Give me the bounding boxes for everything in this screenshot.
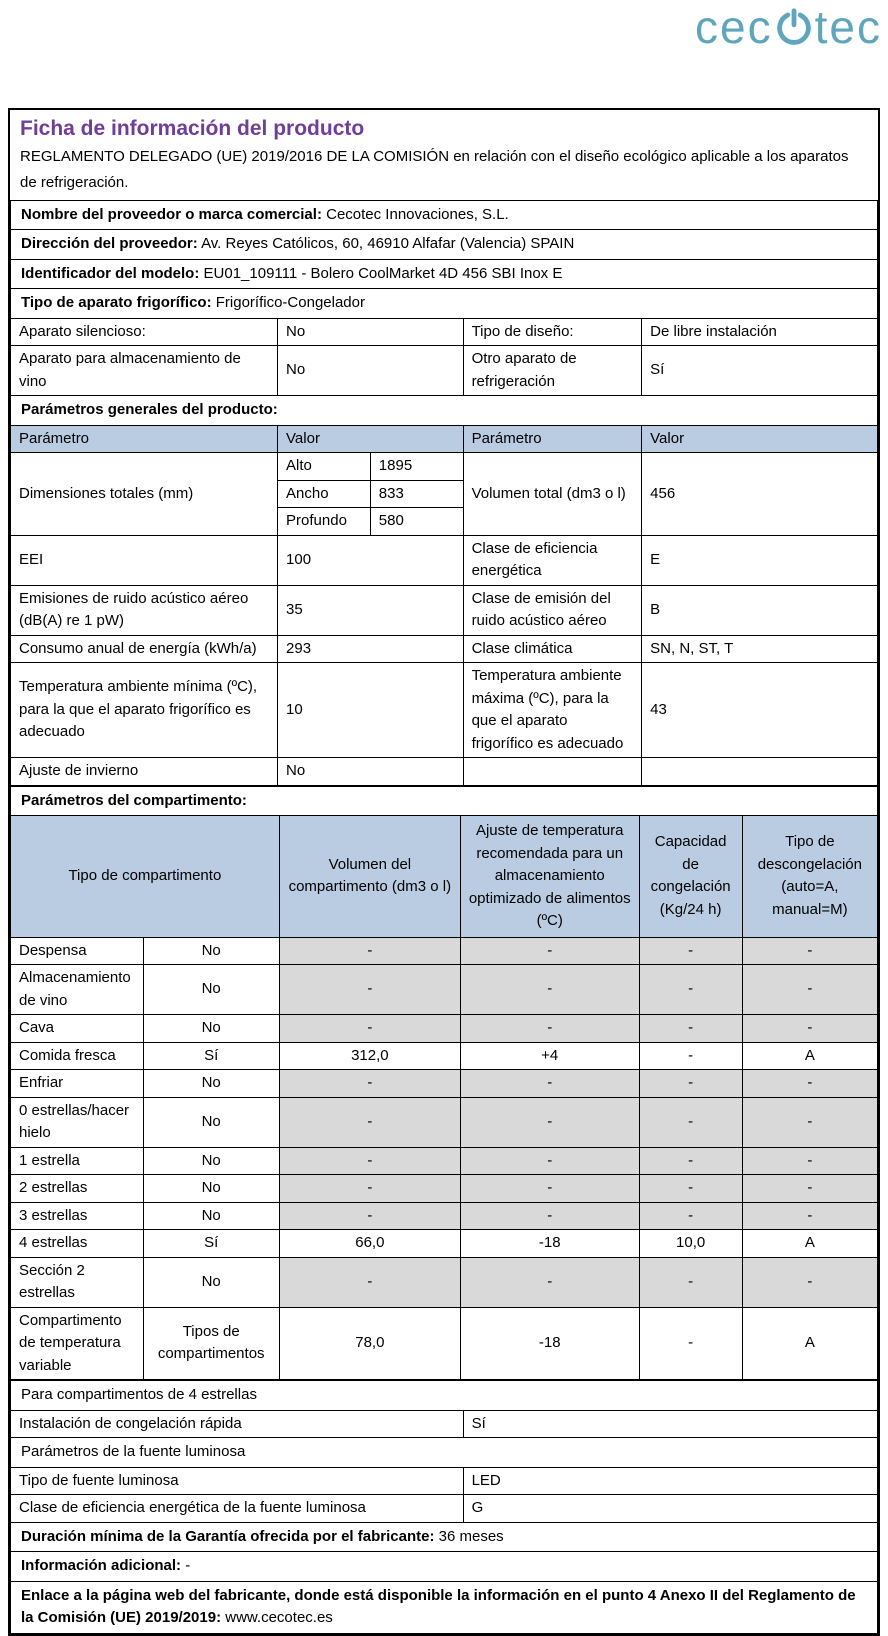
- column-header-valor-1: Valor: [278, 425, 464, 453]
- compartment-defrost-cell: A: [742, 1307, 877, 1380]
- compartment-temp-cell: -18: [460, 1307, 639, 1380]
- light-source-type-label: Tipo de fuente luminosa: [11, 1467, 464, 1495]
- warranty-row: [11, 1522, 878, 1552]
- compartment-volume-cell: -: [279, 1175, 460, 1203]
- parameter-value-right: [642, 758, 878, 786]
- dimensions-sub-table: [278, 453, 463, 535]
- compartment-capacity-cell: -: [639, 1015, 742, 1043]
- compartment-defrost-cell: -: [742, 1097, 877, 1147]
- supplier-name-row: [11, 200, 878, 230]
- design-type-label: Tipo de diseño:: [463, 318, 642, 346]
- parameter-label-right: Clase climática: [463, 635, 642, 663]
- compartment-defrost-cell: -: [742, 1257, 877, 1307]
- compartment-capacity-cell: -: [639, 965, 742, 1015]
- appliance-type-row: [11, 289, 878, 319]
- total-volume-label: Volumen total (dm3 o l): [463, 453, 642, 536]
- compartment-row: [11, 1230, 878, 1258]
- parameter-value-left: 10: [278, 663, 464, 758]
- parameter-value-left: 35: [278, 585, 464, 635]
- compartment-temp-cell: -: [460, 1147, 639, 1175]
- warranty-label: Duración mínima de la Garantía ofrecida por el fabricante:: [21, 1527, 435, 1545]
- parameter-value-right: B: [642, 585, 878, 635]
- compartment-volume-cell: -: [279, 1147, 460, 1175]
- compartment-temp-cell: -: [460, 1070, 639, 1098]
- wine-storage-label: Aparato para almacenamiento de vino: [11, 346, 278, 396]
- compartment-row: [11, 965, 878, 1015]
- compartment-row: [11, 1070, 878, 1098]
- regulation-text: REGLAMENTO DELEGADO (UE) 2019/2016 DE LA COMISIÓN en relación con el diseño ecológico aplicable a los aparatos de refrigeración.: [20, 148, 849, 192]
- compartment-capacity-cell: -: [639, 1042, 742, 1070]
- light-source-class-row: [11, 1495, 878, 1523]
- compartment-capacity-cell: -: [639, 1070, 742, 1098]
- parameter-value-right: SN, N, ST, T: [642, 635, 878, 663]
- compartment-present-cell: No: [143, 1257, 279, 1307]
- fast-freeze-row: [11, 1410, 878, 1438]
- compartment-defrost-header: Tipo de descongelación (auto=A, manual=M): [742, 816, 877, 938]
- compartment-present-cell: Sí: [143, 1230, 279, 1258]
- additional-info-row: [11, 1552, 878, 1582]
- general-parameter-row: [11, 663, 878, 758]
- additional-info-value: -: [185, 1557, 191, 1574]
- compartment-capacity-header: Capacidad de congelación (Kg/24 h): [639, 816, 742, 938]
- compartment-volume-cell: 78,0: [279, 1307, 460, 1380]
- supplier-name-value: Cecotec Innovaciones, S.L.: [326, 205, 509, 223]
- parameter-value-right: 43: [642, 663, 878, 758]
- compartment-present-cell: No: [143, 1070, 279, 1098]
- compartment-temp-cell: -18: [460, 1230, 639, 1258]
- light-source-class-label: Clase de eficiencia energética de la fuente luminosa: [11, 1495, 464, 1523]
- compartment-capacity-cell: -: [639, 1202, 742, 1230]
- general-parameter-row: [11, 635, 878, 663]
- supplier-address-row: [11, 230, 878, 260]
- compartment-capacity-cell: -: [639, 937, 742, 965]
- compartment-present-cell: No: [143, 1202, 279, 1230]
- light-source-section-row: [11, 1438, 878, 1468]
- compartment-temp-cell: -: [460, 1175, 639, 1203]
- compartment-defrost-cell: -: [742, 1015, 877, 1043]
- parameter-value-right: E: [642, 535, 878, 585]
- compartment-type-header: Tipo de compartimento: [11, 816, 280, 938]
- compartment-row: [11, 1097, 878, 1147]
- compartment-volume-cell: -: [279, 937, 460, 965]
- four-star-section-title: Para compartimentos de 4 estrellas: [11, 1381, 878, 1411]
- compartment-row: [11, 1175, 878, 1203]
- appliance-type-label: Tipo de aparato frigorífico:: [21, 294, 212, 311]
- supplier-address-value: Av. Reyes Católicos, 60, 46910 Alfafar (Valencia) SPAIN: [201, 235, 575, 252]
- compartment-temp-header: Ajuste de temperatura recomendada para un almacenamiento optimizado de alimentos (ºC): [460, 816, 639, 938]
- compartment-name-cell: Enfriar: [11, 1070, 144, 1098]
- parameter-label-right: Temperatura ambiente máxima (ºC), para la que el aparato frigorífico es adecuado: [463, 663, 642, 758]
- parameter-value-left: No: [278, 758, 464, 786]
- compartment-volume-cell: -: [279, 1202, 460, 1230]
- dimension-depth-value: 580: [370, 508, 462, 535]
- compartment-volume-cell: -: [279, 1097, 460, 1147]
- compartment-defrost-cell: A: [742, 1230, 877, 1258]
- compartment-defrost-cell: -: [742, 965, 877, 1015]
- compartment-capacity-cell: 10,0: [639, 1230, 742, 1258]
- dimension-height-label: Alto: [278, 453, 370, 480]
- manufacturer-website-row: [11, 1581, 878, 1633]
- silent-appliance-value: No: [278, 318, 464, 346]
- compartment-row: [11, 1015, 878, 1043]
- general-parameters-header-row: [11, 425, 878, 453]
- model-identifier-value: EU01_109111 - Bolero CoolMarket 4D 456 SBI Inox E: [203, 264, 563, 282]
- compartment-section-row: [11, 786, 878, 816]
- compartment-section-title: Parámetros del compartimento:: [21, 791, 247, 809]
- parameter-label-left: Temperatura ambiente mínima (ºC), para la que el aparato frigorífico es adecuado: [11, 663, 278, 758]
- compartment-temp-cell: -: [460, 1257, 639, 1307]
- parameter-value-left: 100: [278, 535, 464, 585]
- parameter-label-right: Clase de emisión del ruido acústico aéreo: [463, 585, 642, 635]
- compartment-header-row: [11, 816, 878, 938]
- compartment-defrost-cell: A: [742, 1042, 877, 1070]
- model-identifier-row: [11, 259, 878, 289]
- compartment-temp-cell: +4: [460, 1042, 639, 1070]
- fast-freeze-label: Instalación de congelación rápida: [11, 1410, 464, 1438]
- warranty-value: 36 meses: [438, 1527, 504, 1545]
- light-source-type-row: [11, 1467, 878, 1495]
- compartment-name-cell: 3 estrellas: [11, 1202, 144, 1230]
- compartment-row: [11, 937, 878, 965]
- silent-appliance-row: [11, 318, 878, 346]
- compartment-name-cell: Almacenamiento de vino: [11, 965, 144, 1015]
- silent-appliance-label: Aparato silencioso:: [11, 318, 278, 346]
- model-identifier-label: Identificador del modelo:: [21, 264, 200, 282]
- compartment-volume-cell: -: [279, 965, 460, 1015]
- parameter-label-left: EEI: [11, 535, 278, 585]
- compartment-volume-cell: -: [279, 1070, 460, 1098]
- compartment-capacity-cell: -: [639, 1147, 742, 1175]
- column-header-valor-2: Valor: [642, 425, 878, 453]
- dimensions-label: Dimensiones totales (mm): [11, 453, 278, 536]
- logo-text-right: tec: [814, 1, 882, 53]
- compartment-name-cell: 1 estrella: [11, 1147, 144, 1175]
- sheet-header: [10, 110, 878, 200]
- compartment-name-cell: 4 estrellas: [11, 1230, 144, 1258]
- compartment-volume-cell: 66,0: [279, 1230, 460, 1258]
- compartment-present-cell: No: [143, 937, 279, 965]
- compartment-rows: [11, 937, 878, 1380]
- additional-info-label: Información adicional:: [21, 1557, 182, 1574]
- compartment-name-cell: 0 estrellas/hacer hielo: [11, 1097, 144, 1147]
- logo-text-left: cec: [695, 1, 773, 53]
- compartment-present-cell: Sí: [143, 1042, 279, 1070]
- dimension-height-value: 1895: [378, 457, 413, 474]
- compartment-temp-cell: -: [460, 1097, 639, 1147]
- four-star-section-row: [11, 1381, 878, 1411]
- column-header-parametro-2: Parámetro: [463, 425, 642, 453]
- compartment-name-cell: Compartimento de temperatura variable: [11, 1307, 144, 1380]
- compartment-name-cell: Sección 2 estrellas: [11, 1257, 144, 1307]
- compartment-row: [11, 1147, 878, 1175]
- compartment-volume-header: Volumen del compartimento (dm3 o l): [279, 816, 460, 938]
- parameter-label-right: [463, 758, 642, 786]
- light-source-class-value: G: [463, 1495, 877, 1523]
- manufacturer-website-label: Enlace a la página web del fabricante, donde está disponible la información en el punto 4 Anexo II del Reglamento de la Comisión (UE) 2019/2019:: [21, 1586, 856, 1626]
- general-parameter-row: [11, 585, 878, 635]
- compartment-capacity-cell: -: [639, 1175, 742, 1203]
- power-button-icon: [774, 8, 814, 48]
- appliance-type-value: Frigorífico-Congelador: [215, 294, 365, 311]
- supplier-address-label: Dirección del proveedor:: [21, 235, 198, 252]
- dimension-height-row: [278, 453, 463, 480]
- parameter-label-left: Emisiones de ruido acústico aéreo (dB(A) re 1 pW): [11, 585, 278, 635]
- wine-storage-row: [11, 346, 878, 396]
- compartment-present-cell: No: [143, 1015, 279, 1043]
- wine-storage-value: No: [278, 346, 464, 396]
- compartment-name-cell: Despensa: [11, 937, 144, 965]
- compartment-present-cell: No: [143, 965, 279, 1015]
- compartment-name-cell: 2 estrellas: [11, 1175, 144, 1203]
- footer-table: [10, 1380, 878, 1634]
- compartment-present-cell: No: [143, 1175, 279, 1203]
- general-parameters-table: [10, 200, 878, 786]
- compartment-temp-cell: -: [460, 937, 639, 965]
- design-type-value: De libre instalación: [642, 318, 878, 346]
- compartment-volume-cell: 312,0: [279, 1042, 460, 1070]
- fast-freeze-value: Sí: [463, 1410, 877, 1438]
- compartment-row: [11, 1042, 878, 1070]
- dimension-width-row: [278, 480, 463, 508]
- cecotec-logo: [695, 1, 882, 53]
- compartment-row: [11, 1202, 878, 1230]
- compartment-row: [11, 1257, 878, 1307]
- compartment-temp-cell: -: [460, 1202, 639, 1230]
- compartment-present-cell: No: [143, 1097, 279, 1147]
- general-parameter-row: [11, 758, 878, 786]
- compartment-temp-cell: -: [460, 1015, 639, 1043]
- compartment-defrost-cell: -: [742, 1147, 877, 1175]
- compartment-defrost-cell: -: [742, 1202, 877, 1230]
- general-parameter-row: [11, 535, 878, 585]
- compartment-name-cell: Comida fresca: [11, 1042, 144, 1070]
- compartment-row: [11, 1307, 878, 1380]
- general-parameter-rows: [11, 535, 878, 785]
- other-refrigeration-value: Sí: [642, 346, 878, 396]
- parameter-label-right: Clase de eficiencia energética: [463, 535, 642, 585]
- compartment-capacity-cell: -: [639, 1097, 742, 1147]
- light-source-section-title: Parámetros de la fuente luminosa: [11, 1438, 878, 1468]
- light-source-type-value: LED: [463, 1467, 877, 1495]
- parameter-label-left: Consumo anual de energía (kWh/a): [11, 635, 278, 663]
- manufacturer-website-link: www.cecotec.es: [225, 1609, 333, 1626]
- total-volume-value: 456: [642, 453, 878, 536]
- column-header-parametro-1: Parámetro: [11, 425, 278, 453]
- compartment-defrost-cell: -: [742, 1070, 877, 1098]
- parameter-label-left: Ajuste de invierno: [11, 758, 278, 786]
- supplier-name-label: Nombre del proveedor o marca comercial:: [21, 205, 322, 223]
- parameter-value-left: 293: [278, 635, 464, 663]
- compartment-temp-cell: -: [460, 965, 639, 1015]
- dimension-width-value: 833: [370, 480, 462, 508]
- compartment-capacity-cell: -: [639, 1257, 742, 1307]
- compartment-capacity-cell: -: [639, 1307, 742, 1380]
- compartment-table: [10, 786, 878, 1381]
- general-parameters-section-row: [11, 396, 878, 426]
- dimensions-row: [11, 453, 878, 536]
- compartment-defrost-cell: -: [742, 937, 877, 965]
- compartment-present-cell: No: [143, 1147, 279, 1175]
- compartment-volume-cell: -: [279, 1015, 460, 1043]
- compartment-volume-cell: -: [279, 1257, 460, 1307]
- other-refrigeration-label: Otro aparato de refrigeración: [463, 346, 642, 396]
- general-parameters-section-title: Parámetros generales del producto:: [21, 401, 278, 418]
- compartment-present-cell: Tipos de compartimentos: [143, 1307, 279, 1380]
- dimension-width-label: Ancho: [278, 480, 370, 508]
- compartment-defrost-cell: -: [742, 1175, 877, 1203]
- dimension-depth-label: Profundo: [278, 508, 370, 535]
- page-title: Ficha de información del producto: [20, 117, 365, 140]
- product-information-sheet: [8, 108, 880, 1636]
- dimension-depth-row: [278, 508, 463, 535]
- compartment-name-cell: Cava: [11, 1015, 144, 1043]
